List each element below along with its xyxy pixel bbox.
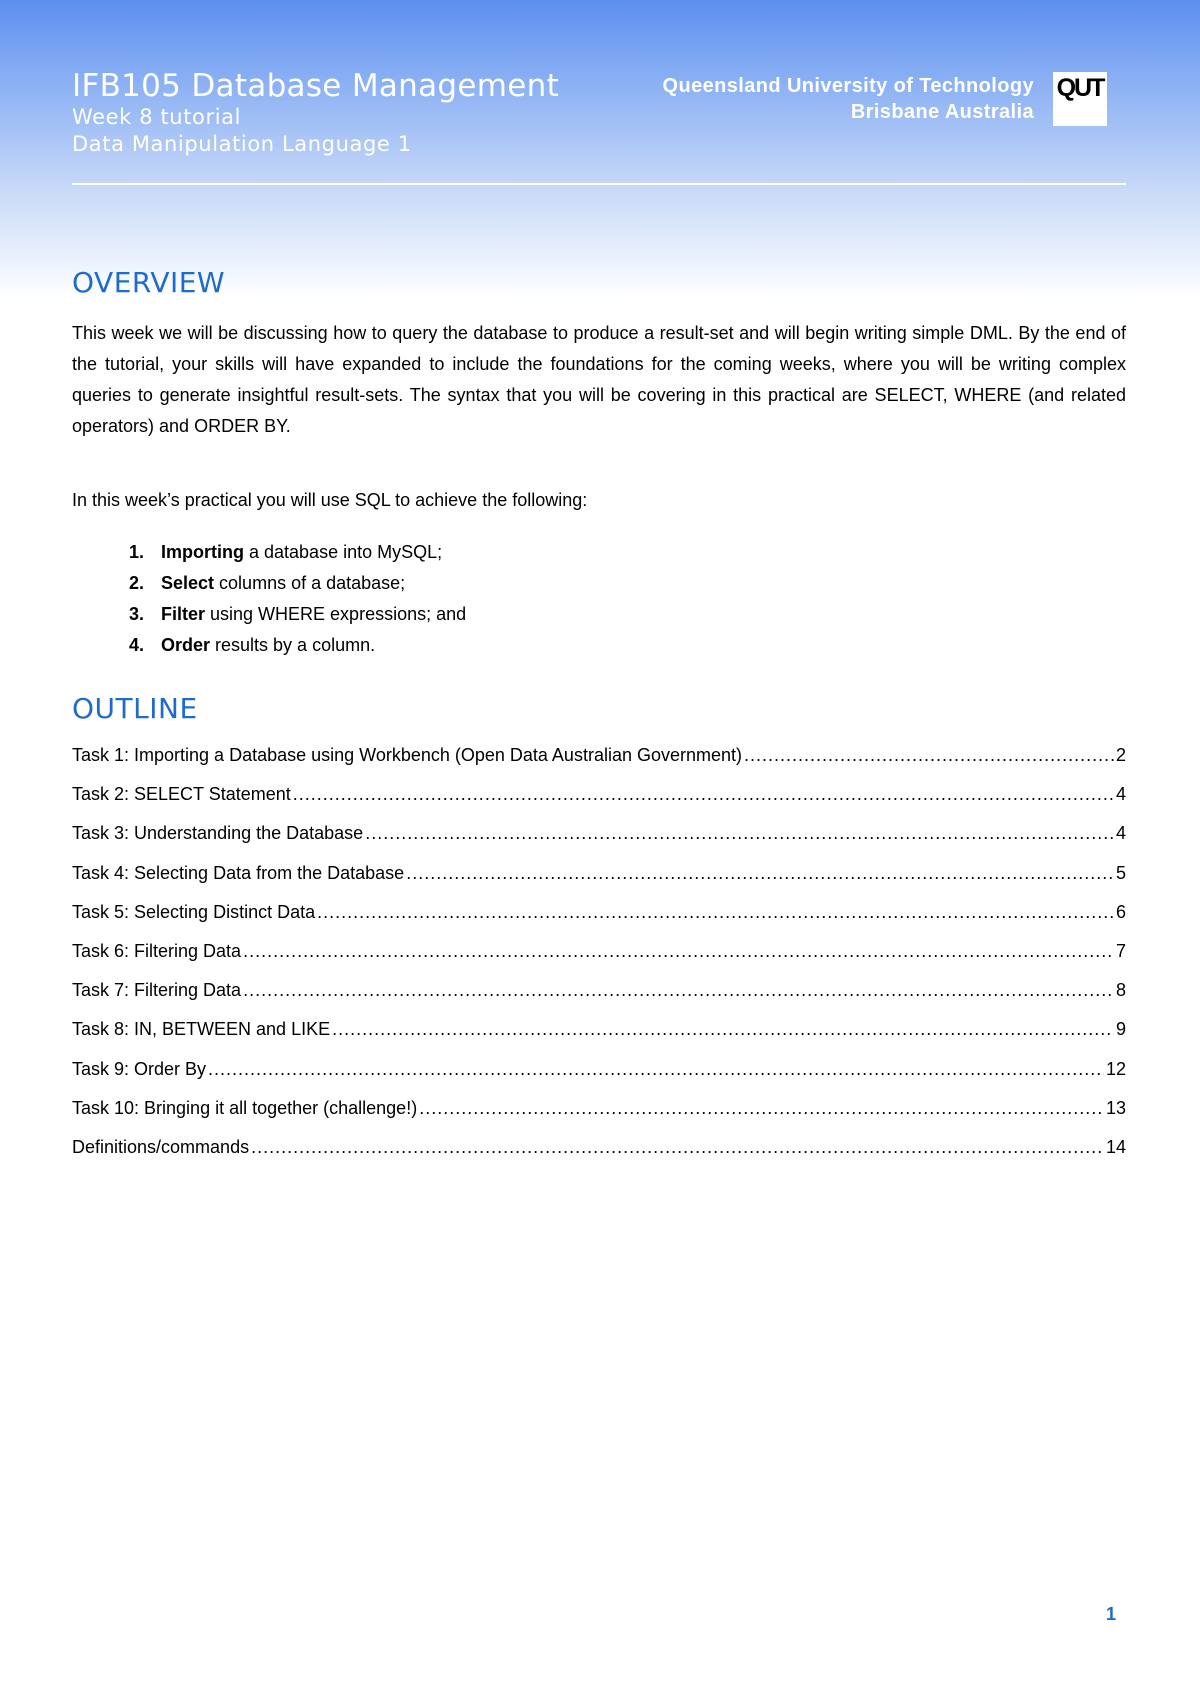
objectives-intro: In this week’s practical you will use SQL to achieve the following: xyxy=(72,490,588,510)
toc-leader xyxy=(419,1096,1104,1120)
toc-page-number[interactable]: 5 xyxy=(1115,862,1126,883)
toc-label[interactable]: Task 1: Importing a Database using Workbench (Open Data Australian Government) xyxy=(72,745,743,765)
objective-text: results by a column. xyxy=(210,635,376,655)
list-item xyxy=(72,537,1126,568)
toc-label[interactable]: Task 7: Filtering Data xyxy=(72,980,242,1001)
outline-heading: OUTLINE xyxy=(72,692,198,725)
toc-page-number[interactable]: 4 xyxy=(1115,784,1126,805)
toc-leader xyxy=(243,978,1114,1002)
toc-label[interactable]: Definitions/commands xyxy=(72,1136,250,1157)
toc-label[interactable]: Task 6: Filtering Data xyxy=(72,940,242,961)
list-item xyxy=(72,568,1126,599)
toc-page-number[interactable]: 6 xyxy=(1115,901,1126,922)
qut-logo-text: QUT xyxy=(1056,74,1104,102)
toc-page-number[interactable]: 12 xyxy=(1105,1058,1126,1079)
toc-leader xyxy=(208,1057,1104,1081)
objective-number: 2. xyxy=(128,573,144,593)
header-divider xyxy=(72,183,1126,185)
toc-entry-task-7[interactable] xyxy=(72,978,1126,1017)
overview-paragraph: This week we will be discussing how to query the database to produce a result-set and will begin writing simple DML. By the end of the tutorial, your skills will have expanded to include the foundations for the coming weeks, where you will be writing complex queries to generate insightful result-sets. The syntax that you will be covering in this practical are SELECT, WHERE (and related operators) and ORDER BY. xyxy=(72,323,1126,436)
university-name: Queensland University of Technology xyxy=(662,75,1034,97)
toc-entry-task-6[interactable] xyxy=(72,939,1126,978)
toc-leader xyxy=(332,1017,1114,1041)
toc-leader xyxy=(293,782,1114,806)
list-item xyxy=(72,630,1126,661)
objective-number: 3. xyxy=(128,604,144,624)
overview-heading: OVERVIEW xyxy=(72,266,226,299)
toc-page-number[interactable]: 13 xyxy=(1105,1097,1126,1118)
toc-entry-definitions[interactable] xyxy=(72,1135,1126,1174)
toc-leader xyxy=(251,1135,1104,1159)
toc-page-number[interactable]: 9 xyxy=(1115,1019,1126,1040)
toc-entry-task-4[interactable] xyxy=(72,861,1126,900)
objective-keyword: Order xyxy=(161,635,211,655)
course-title: IFB105 Database Management xyxy=(72,68,560,104)
toc-label[interactable]: Task 9: Order By xyxy=(72,1058,207,1079)
toc-leader xyxy=(243,939,1114,963)
objectives-list xyxy=(72,537,1126,661)
toc-page-number[interactable]: 14 xyxy=(1105,1136,1126,1157)
toc-entry-task-8[interactable] xyxy=(72,1017,1126,1056)
objective-text: a database into MySQL; xyxy=(244,542,443,562)
toc-label[interactable]: Task 5: Selecting Distinct Data xyxy=(72,901,316,922)
toc-entry-task-3[interactable] xyxy=(72,821,1126,860)
toc-page-number[interactable]: 4 xyxy=(1115,823,1126,844)
toc-page-number[interactable]: 7 xyxy=(1115,940,1126,961)
toc-label[interactable]: Task 2: SELECT Statement xyxy=(72,784,291,805)
toc-entry-task-2[interactable] xyxy=(72,782,1126,821)
toc-entry-task-10[interactable] xyxy=(72,1096,1126,1135)
qut-logo xyxy=(1053,72,1107,126)
objective-keyword: Importing xyxy=(161,542,244,562)
toc-leader xyxy=(744,743,1114,767)
toc-leader xyxy=(406,861,1114,885)
objective-keyword: Filter xyxy=(161,604,206,624)
objective-text: columns of a database; xyxy=(214,573,406,593)
toc-entry-task-5[interactable] xyxy=(72,900,1126,939)
objective-number: 1. xyxy=(128,542,144,562)
tutorial-topic: Data Manipulation Language 1 xyxy=(72,132,412,156)
toc-label[interactable]: Task 4: Selecting Data from the Database xyxy=(72,862,405,883)
page-number: 1 xyxy=(1106,1604,1117,1624)
toc-page-number[interactable]: 8 xyxy=(1115,980,1126,1001)
toc-leader xyxy=(365,821,1114,845)
tutorial-week: Week 8 tutorial xyxy=(72,105,242,129)
toc-page-number[interactable]: 2 xyxy=(1115,745,1126,765)
toc-label[interactable]: Task 3: Understanding the Database xyxy=(72,823,364,844)
toc-entry-task-9[interactable] xyxy=(72,1057,1126,1096)
university-location: Brisbane Australia xyxy=(850,101,1034,123)
list-item xyxy=(72,599,1126,630)
toc-label[interactable]: Task 10: Bringing it all together (challenge!) xyxy=(72,1097,418,1118)
objective-keyword: Select xyxy=(161,573,215,593)
toc-label[interactable]: Task 8: IN, BETWEEN and LIKE xyxy=(72,1019,331,1040)
objective-text: using WHERE expressions; and xyxy=(205,604,467,624)
objective-number: 4. xyxy=(128,635,144,655)
table-of-contents xyxy=(72,743,1126,1174)
toc-leader xyxy=(317,900,1114,924)
toc-entry-task-1[interactable] xyxy=(72,743,1126,782)
